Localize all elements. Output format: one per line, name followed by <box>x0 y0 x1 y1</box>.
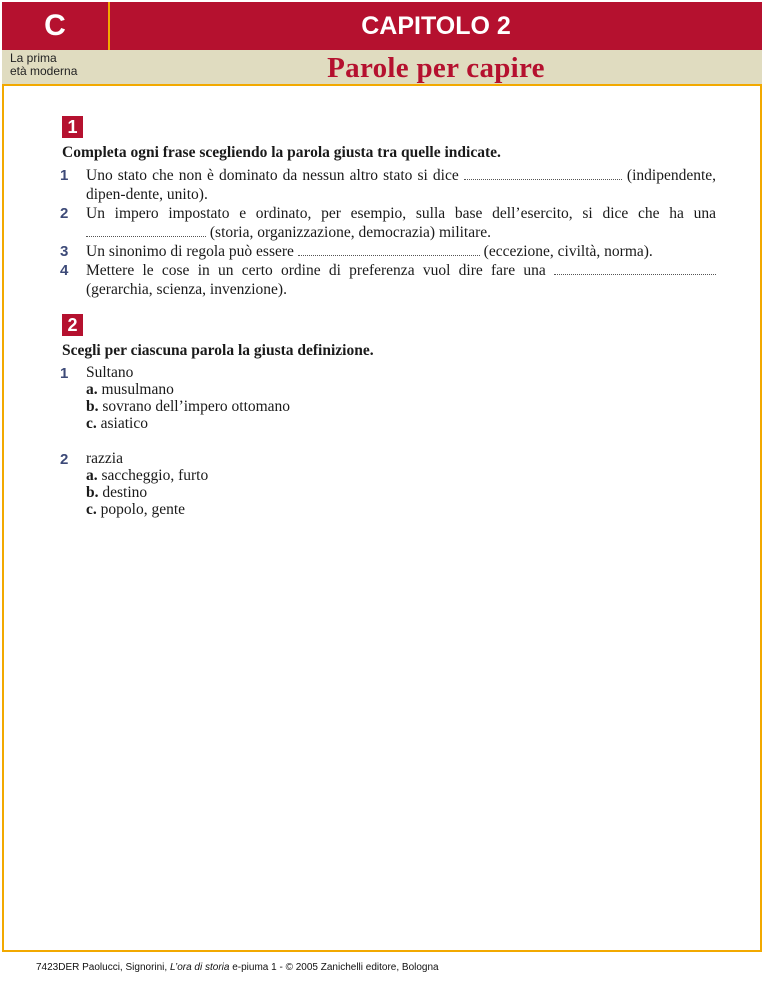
exercise-2-item <box>62 364 716 432</box>
item-number: 4 <box>60 262 69 279</box>
word: razzia <box>86 450 123 467</box>
footer-credit: 7423DER Paolucci, Signorini, L’ora di storia e-piuma 1 - © 2005 Zanichelli editore, Bologna <box>36 962 439 973</box>
chapter-title: CAPITOLO 2 <box>361 11 511 40</box>
section-label-line1: La prima <box>10 51 57 65</box>
chapter-letter: C <box>44 9 66 42</box>
exercise-1-item <box>62 242 716 261</box>
item-number: 3 <box>60 243 69 260</box>
answer-blank[interactable] <box>86 224 206 237</box>
option-a[interactable]: a. musulmano <box>86 381 174 398</box>
word: Sultano <box>86 364 134 381</box>
item-text: Un impero impostato e ordinato, per esempio, sulla base dell’esercito, si dice che ha una (storia, organizzazione, democrazia) militare. <box>86 205 716 241</box>
option-c[interactable]: c. asiatico <box>86 415 148 432</box>
option-a[interactable]: a. saccheggio, furto <box>86 467 209 484</box>
option-b[interactable]: b. destino <box>86 484 148 501</box>
exercise-1-item <box>62 166 716 204</box>
item-number: 1 <box>60 167 69 184</box>
exercise-1-item <box>62 261 716 299</box>
answer-blank[interactable] <box>298 243 480 256</box>
exercise-2-item <box>62 450 716 518</box>
option-c[interactable]: c. popolo, gente <box>86 501 186 518</box>
exercise-1-item <box>62 204 716 242</box>
item-number: 2 <box>60 205 69 222</box>
item-text: Uno stato che non è dominato da nessun altro stato si dice (indipendente, dipen-dente, unito). <box>86 167 717 203</box>
exercise-2-instruction: Scegli per ciascuna parola la giusta definizione. <box>62 342 374 359</box>
item-text: Mettere le cose in un certo ordine di preferenza vuol dire fare una (gerarchia, scienza, invenzione). <box>86 261 716 299</box>
exercise-1-instruction: Completa ogni frase scegliendo la parola giusta tra quelle indicate. <box>62 144 501 161</box>
item-text: Un sinonimo di regola può essere (eccezione, civiltà, norma). <box>86 243 653 260</box>
option-b[interactable]: b. sovrano dell’impero ottomano <box>86 398 291 415</box>
page-title: Parole per capire <box>327 51 545 84</box>
exercise-1-number: 1 <box>62 116 83 138</box>
answer-blank[interactable] <box>554 262 716 275</box>
item-number: 2 <box>60 451 69 468</box>
section-label-line2: età moderna <box>10 64 78 78</box>
exercise-2-number: 2 <box>62 314 83 336</box>
answer-blank[interactable] <box>464 167 622 180</box>
item-number: 1 <box>60 365 69 382</box>
